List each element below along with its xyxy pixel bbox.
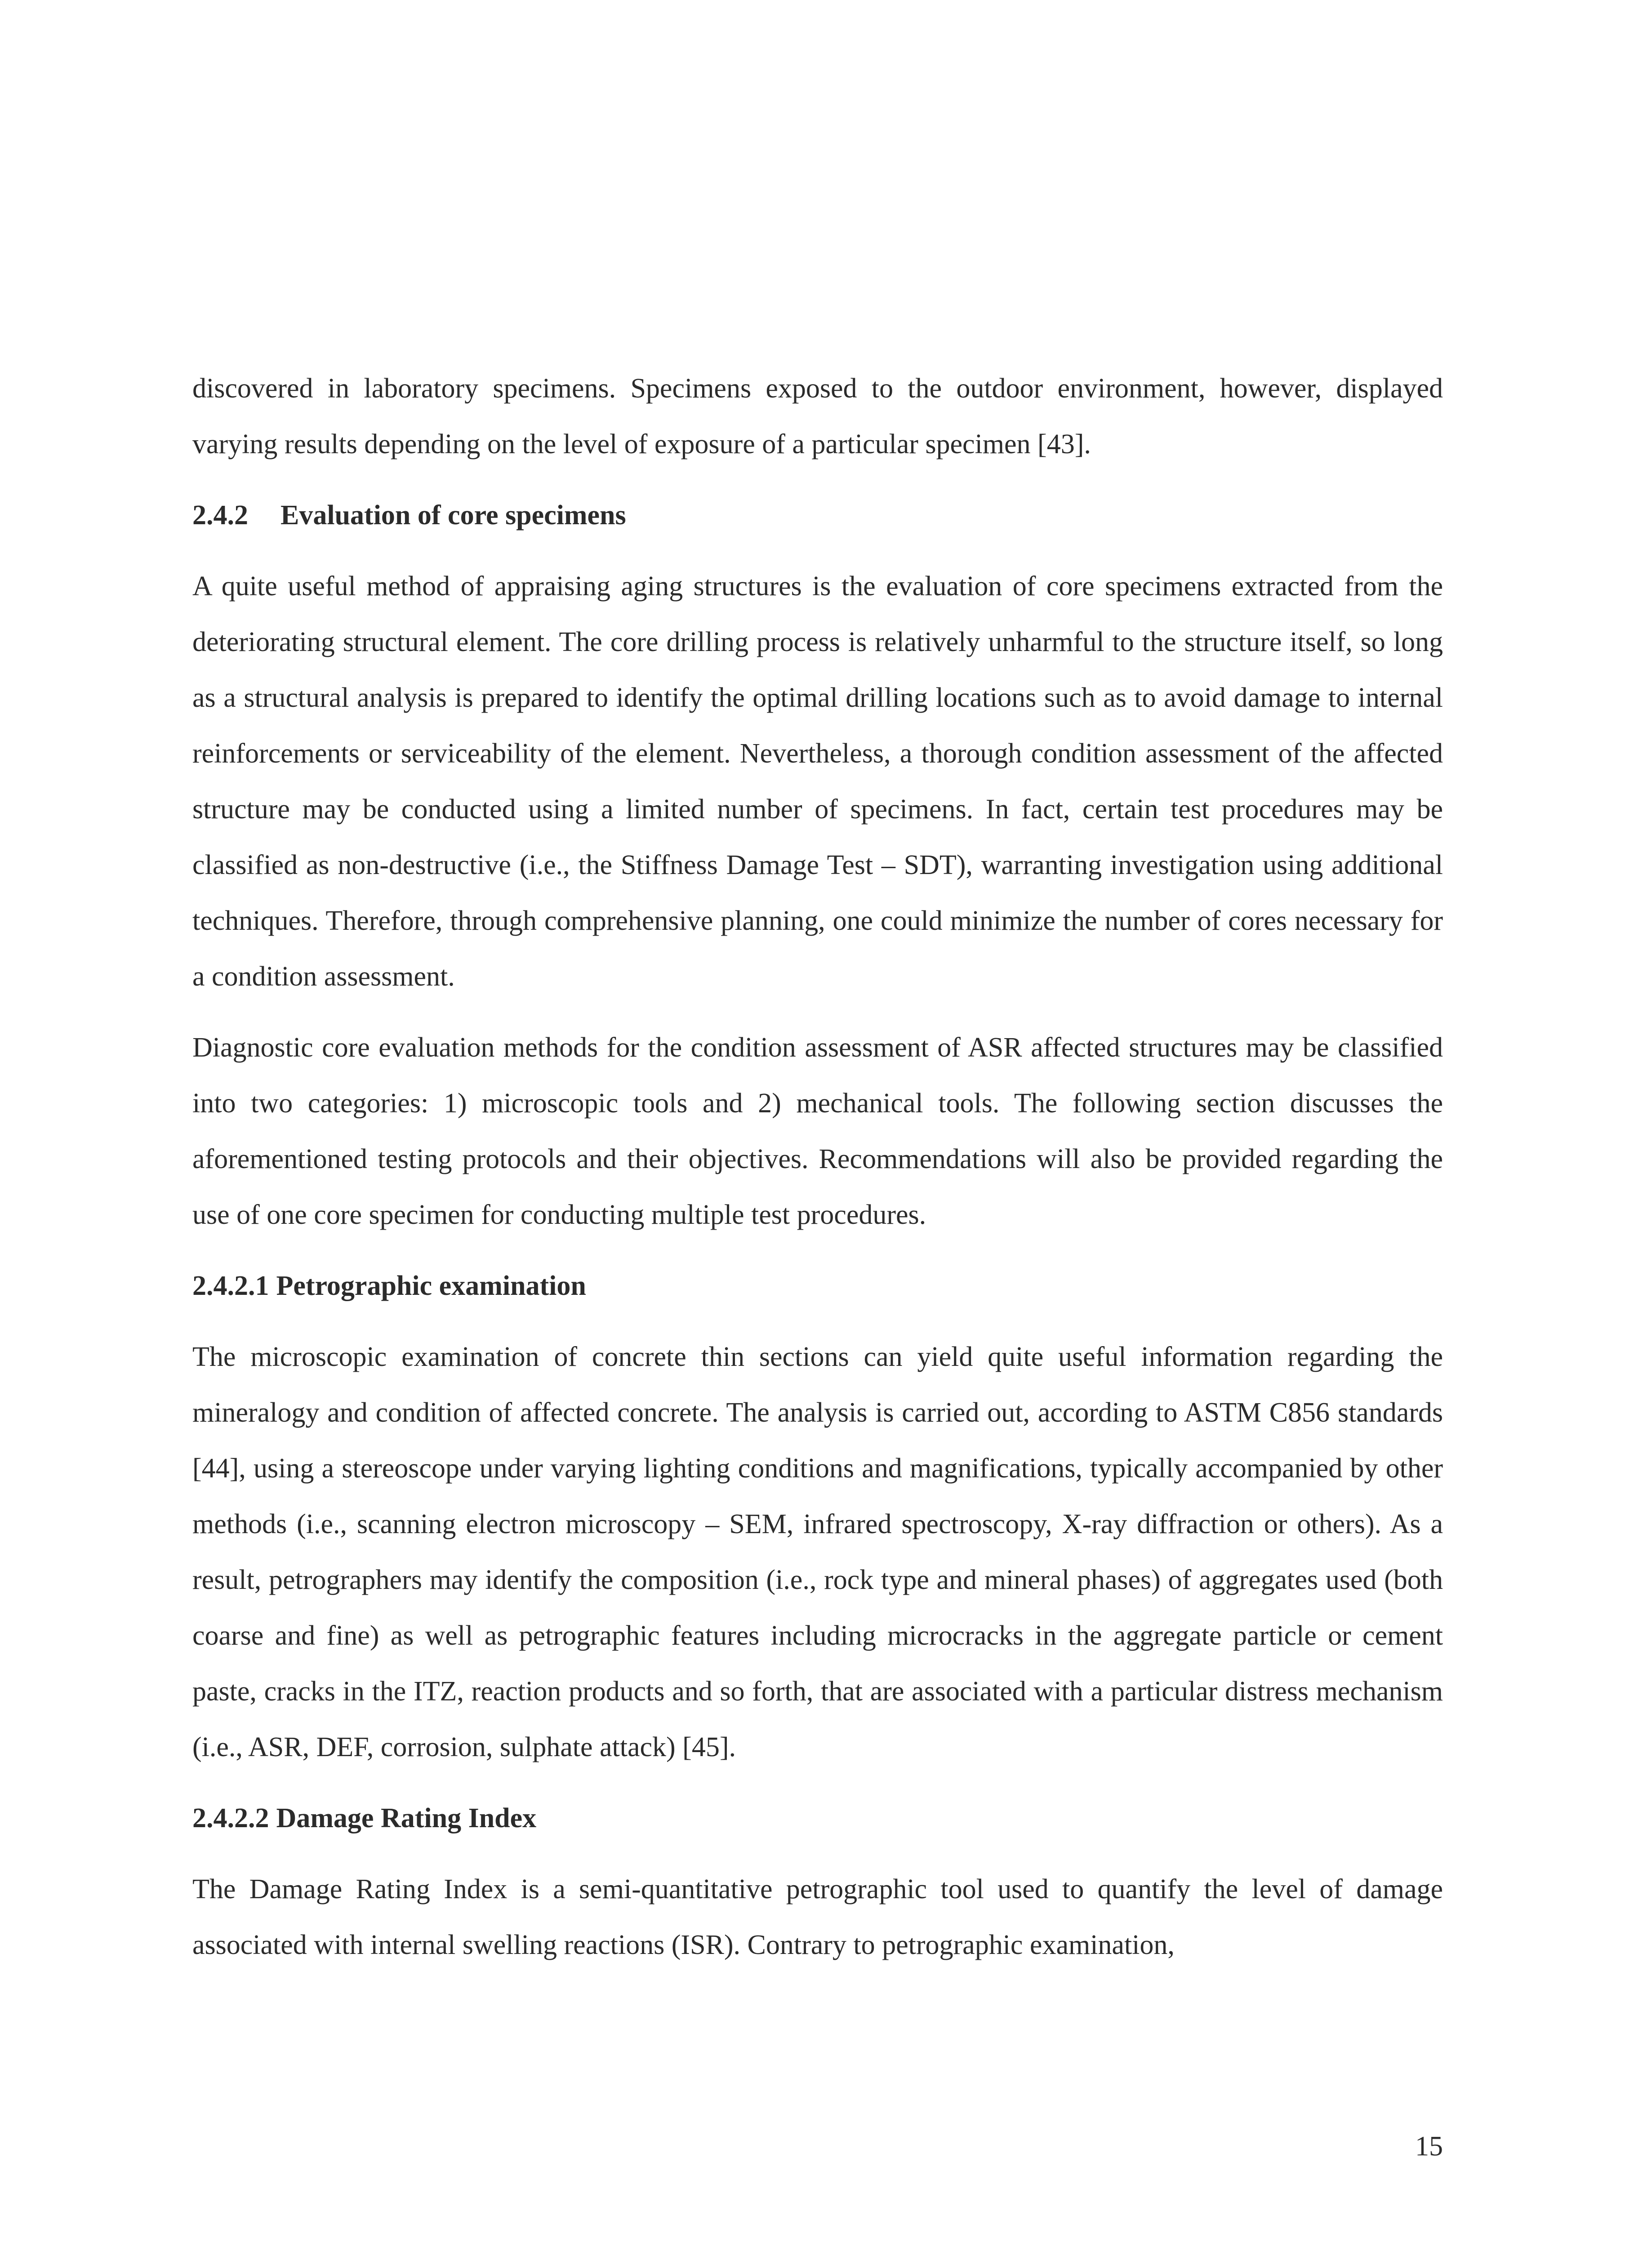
page-body bbox=[192, 361, 1443, 1973]
section-number: 2.4.2 bbox=[192, 500, 248, 531]
paragraph-intro: discovered in laboratory specimens. Specimens exposed to the outdoor environment, however, displayed varying results depending on the level of exposure of a particular specimen [43]. bbox=[192, 373, 1443, 459]
section-title: Damage Rating Index bbox=[276, 1803, 537, 1833]
paragraph-petrographic: The microscopic examination of concrete thin sections can yield quite useful information regarding the mineralogy and condition of affected concrete. The analysis is carried out, according to ASTM C856 standards [44], using a stereoscope under varying lighting conditions and magnifications, typically accompanied by other methods (i.e., scanning electron microscopy – SEM, infrared spectroscopy, X-ray diffraction or others). As a result, petrographers may identify the composition (i.e., rock type and mineral phases) of aggregates used (both coarse and fine) as well as petrographic features including microcracks in the aggregate particle or cement paste, cracks in the ITZ, reaction products and so forth, that are associated with a particular distress mechanism (i.e., ASR, DEF, corrosion, sulphate attack) [45]. bbox=[192, 1342, 1443, 1762]
section-heading-2-4-2-2 bbox=[192, 1790, 1443, 1846]
section-title: Petrographic examination bbox=[276, 1271, 586, 1301]
page-number: 15 bbox=[1415, 2131, 1443, 2162]
section-number: 2.4.2.1 bbox=[192, 1271, 269, 1301]
section-heading-2-4-2 bbox=[192, 487, 1443, 543]
section-heading-2-4-2-1 bbox=[192, 1258, 1443, 1314]
paragraph-damage-rating: The Damage Rating Index is a semi-quantitative petrographic tool used to quantify the level of damage associated with internal swelling reactions (ISR). Contrary to petrographic examination, bbox=[192, 1874, 1443, 1960]
paragraph-diagnostic-methods: Diagnostic core evaluation methods for the condition assessment of ASR affected structures may be classified into two categories: 1) microscopic tools and 2) mechanical tools. The following section discusses the aforementioned testing protocols and their objectives. Recommendations will also be provided regarding the use of one core specimen for conducting multiple test procedures. bbox=[192, 1032, 1443, 1230]
section-title: Evaluation of core specimens bbox=[281, 500, 626, 531]
paragraph-core-evaluation: A quite useful method of appraising aging structures is the evaluation of core specimens extracted from the deteriorating structural element. The core drilling process is relatively unharmful to the structure itself, so long as a structural analysis is prepared to identify the optimal drilling locations such as to avoid damage to internal reinforcements or serviceability of the element. Nevertheless, a thorough condition assessment of the affected structure may be conducted using a limited number of specimens. In fact, certain test procedures may be classified as non-destructive (i.e., the Stiffness Damage Test – SDT), warranting investigation using additional techniques. Therefore, through comprehensive planning, one could minimize the number of cores necessary for a condition assessment. bbox=[192, 571, 1443, 992]
section-number: 2.4.2.2 bbox=[192, 1803, 269, 1833]
